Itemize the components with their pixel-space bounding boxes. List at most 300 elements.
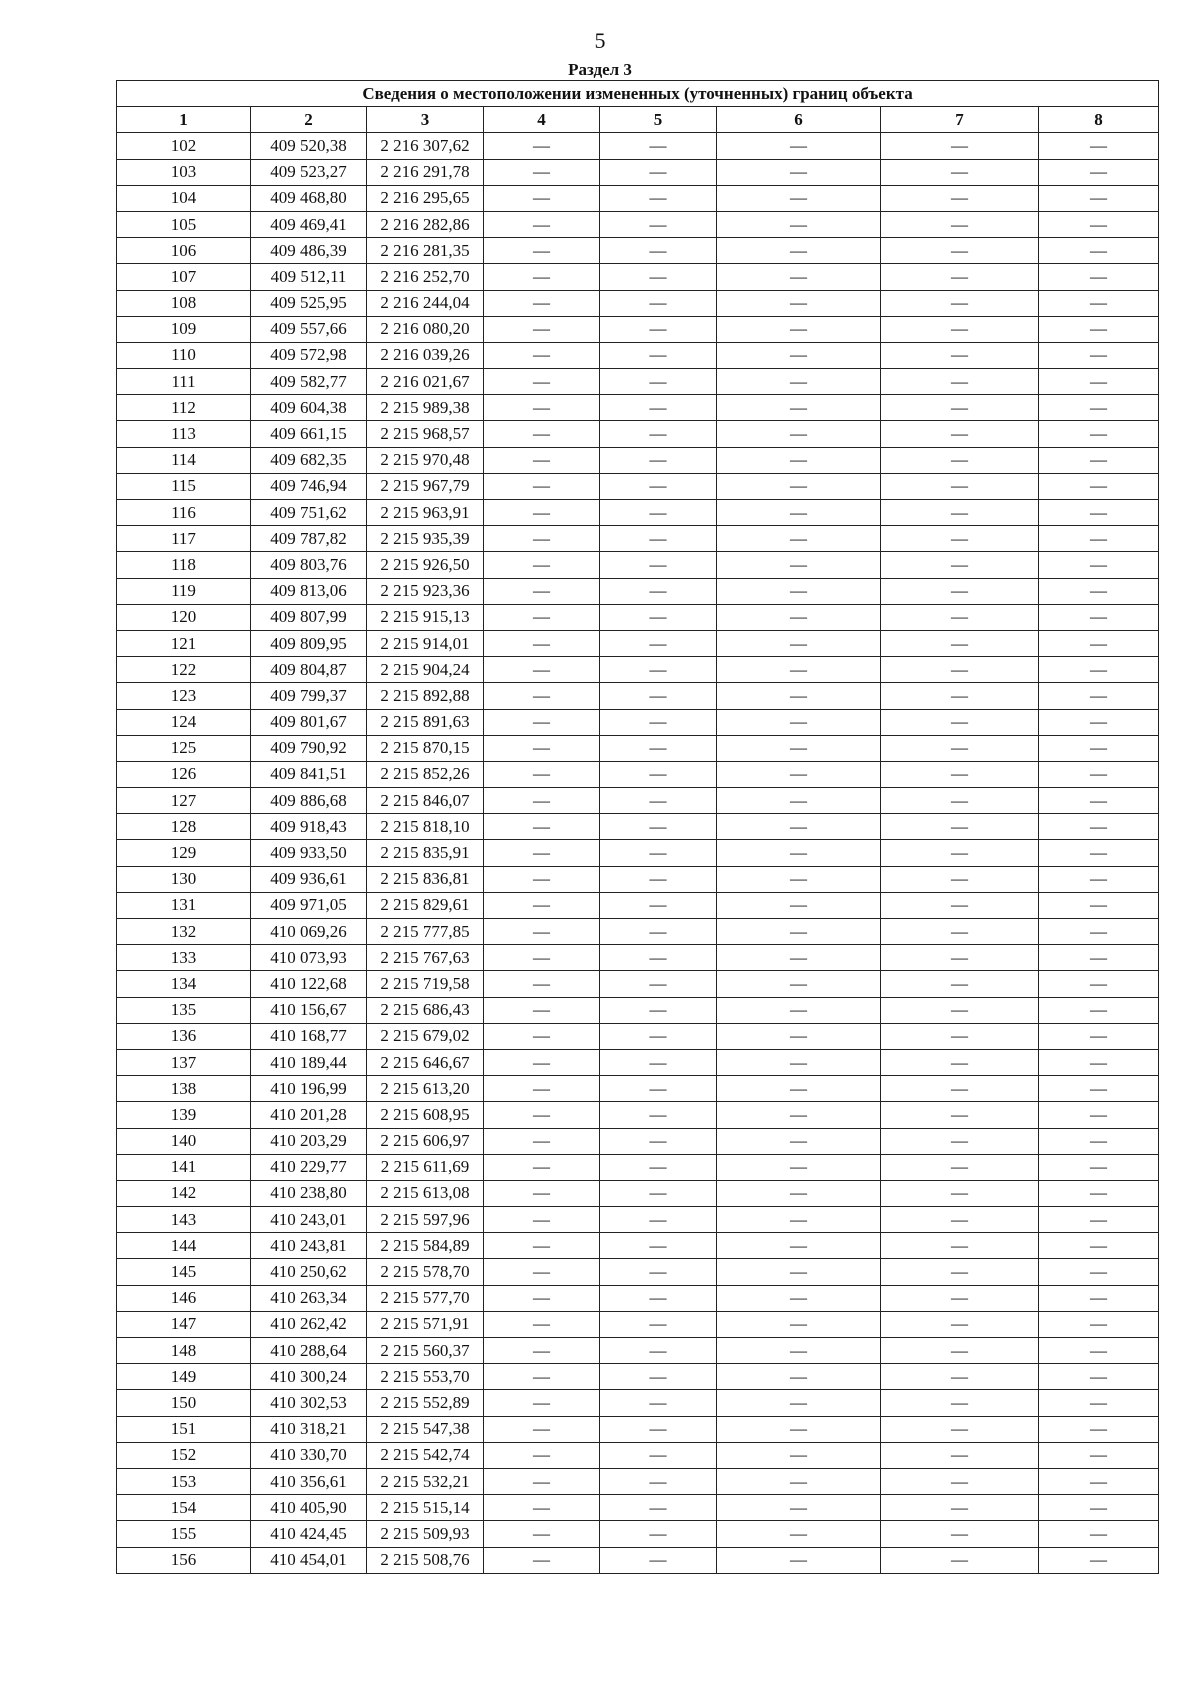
- coordinate-x-cell: 410 156,67: [251, 997, 367, 1023]
- dash-cell: —: [484, 578, 600, 604]
- dash-cell: —: [717, 840, 881, 866]
- coordinate-x-cell: 410 243,01: [251, 1207, 367, 1233]
- dash-cell: —: [600, 657, 717, 683]
- dash-cell: —: [1039, 657, 1159, 683]
- table-row: [117, 1495, 1159, 1521]
- coordinate-x-cell: 409 557,66: [251, 316, 367, 342]
- dash-cell: —: [717, 1338, 881, 1364]
- dash-cell: —: [484, 604, 600, 630]
- dash-cell: —: [881, 997, 1039, 1023]
- dash-cell: —: [600, 1023, 717, 1049]
- coordinate-x-cell: 410 189,44: [251, 1049, 367, 1075]
- point-number-cell: 134: [117, 971, 251, 997]
- table-row: [117, 447, 1159, 473]
- coordinate-y-cell: 2 215 509,93: [367, 1521, 484, 1547]
- dash-cell: —: [1039, 395, 1159, 421]
- column-header: 4: [484, 107, 600, 133]
- coordinate-y-cell: 2 215 613,20: [367, 1076, 484, 1102]
- dash-cell: —: [600, 945, 717, 971]
- coordinate-y-cell: 2 216 039,26: [367, 342, 484, 368]
- table-row: [117, 709, 1159, 735]
- coordinate-x-cell: 409 582,77: [251, 369, 367, 395]
- coordinate-x-cell: 410 300,24: [251, 1364, 367, 1390]
- coordinate-x-cell: 410 330,70: [251, 1442, 367, 1468]
- dash-cell: —: [484, 1154, 600, 1180]
- dash-cell: —: [600, 1285, 717, 1311]
- dash-cell: —: [717, 1049, 881, 1075]
- point-number-cell: 123: [117, 683, 251, 709]
- dash-cell: —: [1039, 264, 1159, 290]
- coordinate-y-cell: 2 215 508,76: [367, 1547, 484, 1573]
- dash-cell: —: [600, 630, 717, 656]
- dash-cell: —: [1039, 133, 1159, 159]
- coordinate-x-cell: 409 801,67: [251, 709, 367, 735]
- dash-cell: —: [717, 1364, 881, 1390]
- coordinate-y-cell: 2 215 606,97: [367, 1128, 484, 1154]
- coordinate-y-cell: 2 215 767,63: [367, 945, 484, 971]
- dash-cell: —: [484, 735, 600, 761]
- coordinate-y-cell: 2 215 578,70: [367, 1259, 484, 1285]
- dash-cell: —: [1039, 1233, 1159, 1259]
- dash-cell: —: [717, 1495, 881, 1521]
- dash-cell: —: [717, 657, 881, 683]
- coordinate-x-cell: 410 356,61: [251, 1468, 367, 1494]
- dash-cell: —: [484, 1442, 600, 1468]
- dash-cell: —: [600, 814, 717, 840]
- dash-cell: —: [484, 159, 600, 185]
- dash-cell: —: [881, 369, 1039, 395]
- dash-cell: —: [1039, 290, 1159, 316]
- dash-cell: —: [717, 866, 881, 892]
- coordinate-y-cell: 2 215 846,07: [367, 788, 484, 814]
- dash-cell: —: [717, 919, 881, 945]
- point-number-cell: 121: [117, 630, 251, 656]
- coordinate-x-cell: 409 933,50: [251, 840, 367, 866]
- dash-cell: —: [1039, 892, 1159, 918]
- dash-cell: —: [881, 1259, 1039, 1285]
- table-row: [117, 1128, 1159, 1154]
- coordinate-x-cell: 410 073,93: [251, 945, 367, 971]
- coordinate-y-cell: 2 215 552,89: [367, 1390, 484, 1416]
- dash-cell: —: [881, 1468, 1039, 1494]
- dash-cell: —: [1039, 761, 1159, 787]
- point-number-cell: 127: [117, 788, 251, 814]
- coordinate-y-cell: 2 216 291,78: [367, 159, 484, 185]
- point-number-cell: 141: [117, 1154, 251, 1180]
- table-row: [117, 1023, 1159, 1049]
- column-header: 1: [117, 107, 251, 133]
- dash-cell: —: [881, 133, 1039, 159]
- point-number-cell: 103: [117, 159, 251, 185]
- point-number-cell: 151: [117, 1416, 251, 1442]
- dash-cell: —: [1039, 1285, 1159, 1311]
- dash-cell: —: [600, 395, 717, 421]
- dash-cell: —: [1039, 1338, 1159, 1364]
- dash-cell: —: [717, 342, 881, 368]
- dash-cell: —: [881, 342, 1039, 368]
- dash-cell: —: [881, 395, 1039, 421]
- point-number-cell: 113: [117, 421, 251, 447]
- table-row: [117, 1364, 1159, 1390]
- coordinate-y-cell: 2 215 870,15: [367, 735, 484, 761]
- point-number-cell: 143: [117, 1207, 251, 1233]
- dash-cell: —: [881, 788, 1039, 814]
- coordinate-y-cell: 2 215 577,70: [367, 1285, 484, 1311]
- dash-cell: —: [717, 185, 881, 211]
- dash-cell: —: [600, 604, 717, 630]
- point-number-cell: 146: [117, 1285, 251, 1311]
- point-number-cell: 125: [117, 735, 251, 761]
- coordinate-x-cell: 409 512,11: [251, 264, 367, 290]
- header-row: [117, 107, 1159, 133]
- dash-cell: —: [600, 238, 717, 264]
- point-number-cell: 130: [117, 866, 251, 892]
- dash-cell: —: [484, 290, 600, 316]
- coordinate-x-cell: 410 243,81: [251, 1233, 367, 1259]
- dash-cell: —: [1039, 709, 1159, 735]
- dash-cell: —: [600, 211, 717, 237]
- table-row: [117, 264, 1159, 290]
- dash-cell: —: [600, 1102, 717, 1128]
- dash-cell: —: [1039, 369, 1159, 395]
- table-row: [117, 1259, 1159, 1285]
- coordinate-y-cell: 2 216 080,20: [367, 316, 484, 342]
- point-number-cell: 144: [117, 1233, 251, 1259]
- dash-cell: —: [881, 552, 1039, 578]
- coordinate-x-cell: 410 318,21: [251, 1416, 367, 1442]
- dash-cell: —: [881, 1311, 1039, 1337]
- dash-cell: —: [717, 264, 881, 290]
- point-number-cell: 107: [117, 264, 251, 290]
- dash-cell: —: [717, 814, 881, 840]
- coordinate-x-cell: 410 168,77: [251, 1023, 367, 1049]
- dash-cell: —: [1039, 473, 1159, 499]
- table-row: [117, 395, 1159, 421]
- point-number-cell: 139: [117, 1102, 251, 1128]
- table-row: [117, 735, 1159, 761]
- column-header: 8: [1039, 107, 1159, 133]
- dash-cell: —: [1039, 604, 1159, 630]
- dash-cell: —: [484, 552, 600, 578]
- dash-cell: —: [1039, 238, 1159, 264]
- table-row: [117, 1311, 1159, 1337]
- dash-cell: —: [717, 1442, 881, 1468]
- dash-cell: —: [484, 788, 600, 814]
- dash-cell: —: [881, 971, 1039, 997]
- table-row: [117, 369, 1159, 395]
- point-number-cell: 116: [117, 500, 251, 526]
- dash-cell: —: [600, 919, 717, 945]
- dash-cell: —: [484, 971, 600, 997]
- point-number-cell: 110: [117, 342, 251, 368]
- dash-cell: —: [881, 735, 1039, 761]
- dash-cell: —: [881, 866, 1039, 892]
- table-row: [117, 159, 1159, 185]
- coordinate-y-cell: 2 215 608,95: [367, 1102, 484, 1128]
- coordinate-x-cell: 410 069,26: [251, 919, 367, 945]
- table-row: [117, 578, 1159, 604]
- dash-cell: —: [1039, 1154, 1159, 1180]
- dash-cell: —: [1039, 500, 1159, 526]
- dash-cell: —: [717, 1128, 881, 1154]
- coordinate-y-cell: 2 215 891,63: [367, 709, 484, 735]
- point-number-cell: 102: [117, 133, 251, 159]
- dash-cell: —: [717, 1259, 881, 1285]
- table-row: [117, 526, 1159, 552]
- dash-cell: —: [717, 526, 881, 552]
- coordinate-y-cell: 2 215 852,26: [367, 761, 484, 787]
- coordinate-x-cell: 410 229,77: [251, 1154, 367, 1180]
- table-row: [117, 919, 1159, 945]
- coordinate-y-cell: 2 215 835,91: [367, 840, 484, 866]
- dash-cell: —: [600, 1495, 717, 1521]
- dash-cell: —: [717, 316, 881, 342]
- dash-cell: —: [717, 1102, 881, 1128]
- dash-cell: —: [1039, 735, 1159, 761]
- coordinate-x-cell: 409 936,61: [251, 866, 367, 892]
- point-number-cell: 138: [117, 1076, 251, 1102]
- dash-cell: —: [881, 1416, 1039, 1442]
- dash-cell: —: [484, 1495, 600, 1521]
- dash-cell: —: [881, 1338, 1039, 1364]
- point-number-cell: 135: [117, 997, 251, 1023]
- coordinate-y-cell: 2 215 515,14: [367, 1495, 484, 1521]
- coordinate-x-cell: 409 886,68: [251, 788, 367, 814]
- point-number-cell: 131: [117, 892, 251, 918]
- dash-cell: —: [600, 1207, 717, 1233]
- coordinate-x-cell: 409 751,62: [251, 500, 367, 526]
- dash-cell: —: [881, 526, 1039, 552]
- dash-cell: —: [1039, 316, 1159, 342]
- dash-cell: —: [600, 683, 717, 709]
- dash-cell: —: [881, 945, 1039, 971]
- dash-cell: —: [881, 578, 1039, 604]
- column-header: 5: [600, 107, 717, 133]
- table-row: [117, 761, 1159, 787]
- dash-cell: —: [881, 1180, 1039, 1206]
- dash-cell: —: [600, 1180, 717, 1206]
- coordinate-x-cell: 409 971,05: [251, 892, 367, 918]
- section-title: Раздел 3: [568, 60, 632, 79]
- dash-cell: —: [1039, 919, 1159, 945]
- dash-cell: —: [717, 788, 881, 814]
- dash-cell: —: [717, 630, 881, 656]
- table-row: [117, 473, 1159, 499]
- coordinate-y-cell: 2 216 307,62: [367, 133, 484, 159]
- dash-cell: —: [600, 316, 717, 342]
- dash-cell: —: [881, 604, 1039, 630]
- table-row: [117, 500, 1159, 526]
- table-row: [117, 945, 1159, 971]
- dash-cell: —: [600, 369, 717, 395]
- point-number-cell: 148: [117, 1338, 251, 1364]
- dash-cell: —: [484, 683, 600, 709]
- dash-cell: —: [1039, 1442, 1159, 1468]
- dash-cell: —: [717, 290, 881, 316]
- dash-cell: —: [881, 1285, 1039, 1311]
- dash-cell: —: [1039, 342, 1159, 368]
- dash-cell: —: [717, 1285, 881, 1311]
- coordinate-x-cell: 410 263,34: [251, 1285, 367, 1311]
- point-number-cell: 114: [117, 447, 251, 473]
- dash-cell: —: [717, 604, 881, 630]
- coordinate-x-cell: 410 238,80: [251, 1180, 367, 1206]
- point-number-cell: 145: [117, 1259, 251, 1285]
- point-number-cell: 147: [117, 1311, 251, 1337]
- coordinate-x-cell: 409 682,35: [251, 447, 367, 473]
- dash-cell: —: [1039, 997, 1159, 1023]
- table-row: [117, 1285, 1159, 1311]
- coordinate-x-cell: 409 841,51: [251, 761, 367, 787]
- dash-cell: —: [600, 1128, 717, 1154]
- dash-cell: —: [600, 264, 717, 290]
- dash-cell: —: [717, 1547, 881, 1573]
- dash-cell: —: [484, 1128, 600, 1154]
- coordinate-y-cell: 2 215 553,70: [367, 1364, 484, 1390]
- dash-cell: —: [600, 1233, 717, 1259]
- dash-cell: —: [1039, 1390, 1159, 1416]
- coordinate-y-cell: 2 215 719,58: [367, 971, 484, 997]
- coordinate-y-cell: 2 215 968,57: [367, 421, 484, 447]
- dash-cell: —: [600, 133, 717, 159]
- point-number-cell: 153: [117, 1468, 251, 1494]
- table-row: [117, 211, 1159, 237]
- coordinate-y-cell: 2 215 915,13: [367, 604, 484, 630]
- table-row: [117, 866, 1159, 892]
- dash-cell: —: [881, 1547, 1039, 1573]
- table-row: [117, 185, 1159, 211]
- coordinate-x-cell: 410 262,42: [251, 1311, 367, 1337]
- coordinate-y-cell: 2 215 597,96: [367, 1207, 484, 1233]
- dash-cell: —: [484, 447, 600, 473]
- coordinate-y-cell: 2 215 542,74: [367, 1442, 484, 1468]
- dash-cell: —: [600, 578, 717, 604]
- dash-cell: —: [717, 1207, 881, 1233]
- dash-cell: —: [881, 709, 1039, 735]
- dash-cell: —: [1039, 1259, 1159, 1285]
- dash-cell: —: [881, 1521, 1039, 1547]
- table-row: [117, 1102, 1159, 1128]
- dash-cell: —: [484, 500, 600, 526]
- dash-cell: —: [717, 761, 881, 787]
- dash-cell: —: [717, 1023, 881, 1049]
- dash-cell: —: [484, 997, 600, 1023]
- coordinate-y-cell: 2 215 829,61: [367, 892, 484, 918]
- dash-cell: —: [484, 945, 600, 971]
- dash-cell: —: [484, 709, 600, 735]
- coordinate-x-cell: 409 523,27: [251, 159, 367, 185]
- point-number-cell: 126: [117, 761, 251, 787]
- coordinate-y-cell: 2 215 923,36: [367, 578, 484, 604]
- point-number-cell: 124: [117, 709, 251, 735]
- coordinate-y-cell: 2 215 914,01: [367, 630, 484, 656]
- dash-cell: —: [881, 1233, 1039, 1259]
- coordinate-x-cell: 409 746,94: [251, 473, 367, 499]
- dash-cell: —: [600, 1390, 717, 1416]
- table-row: [117, 840, 1159, 866]
- dash-cell: —: [1039, 1311, 1159, 1337]
- coordinate-y-cell: 2 215 967,79: [367, 473, 484, 499]
- coordinates-table: [116, 80, 1159, 1574]
- table-row: [117, 342, 1159, 368]
- coordinate-y-cell: 2 215 547,38: [367, 1416, 484, 1442]
- dash-cell: —: [484, 1416, 600, 1442]
- point-number-cell: 150: [117, 1390, 251, 1416]
- table-row: [117, 892, 1159, 918]
- dash-cell: —: [600, 709, 717, 735]
- dash-cell: —: [717, 1233, 881, 1259]
- dash-cell: —: [1039, 1102, 1159, 1128]
- dash-cell: —: [881, 1049, 1039, 1075]
- dash-cell: —: [600, 840, 717, 866]
- dash-cell: —: [600, 1311, 717, 1337]
- dash-cell: —: [600, 1468, 717, 1494]
- dash-cell: —: [1039, 788, 1159, 814]
- dash-cell: —: [717, 709, 881, 735]
- dash-cell: —: [600, 1521, 717, 1547]
- dash-cell: —: [717, 447, 881, 473]
- dash-cell: —: [484, 1023, 600, 1049]
- point-number-cell: 133: [117, 945, 251, 971]
- dash-cell: —: [484, 1259, 600, 1285]
- point-number-cell: 142: [117, 1180, 251, 1206]
- dash-cell: —: [881, 500, 1039, 526]
- dash-cell: —: [484, 473, 600, 499]
- dash-cell: —: [717, 369, 881, 395]
- dash-cell: —: [881, 814, 1039, 840]
- coordinate-y-cell: 2 215 560,37: [367, 1338, 484, 1364]
- dash-cell: —: [484, 1547, 600, 1573]
- dash-cell: —: [484, 1390, 600, 1416]
- point-number-cell: 129: [117, 840, 251, 866]
- coordinate-x-cell: 409 809,95: [251, 630, 367, 656]
- point-number-cell: 118: [117, 552, 251, 578]
- table-row: [117, 657, 1159, 683]
- coordinate-y-cell: 2 216 244,04: [367, 290, 484, 316]
- dash-cell: —: [484, 238, 600, 264]
- dash-cell: —: [881, 1128, 1039, 1154]
- point-number-cell: 105: [117, 211, 251, 237]
- coordinate-y-cell: 2 215 686,43: [367, 997, 484, 1023]
- dash-cell: —: [1039, 578, 1159, 604]
- coordinate-y-cell: 2 215 970,48: [367, 447, 484, 473]
- table-row: [117, 552, 1159, 578]
- dash-cell: —: [717, 683, 881, 709]
- table-row: [117, 814, 1159, 840]
- dash-cell: —: [1039, 814, 1159, 840]
- point-number-cell: 154: [117, 1495, 251, 1521]
- dash-cell: —: [881, 1442, 1039, 1468]
- dash-cell: —: [881, 683, 1039, 709]
- table-row: [117, 630, 1159, 656]
- coordinate-y-cell: 2 215 836,81: [367, 866, 484, 892]
- dash-cell: —: [881, 919, 1039, 945]
- coordinate-y-cell: 2 215 777,85: [367, 919, 484, 945]
- table-row: [117, 997, 1159, 1023]
- point-number-cell: 128: [117, 814, 251, 840]
- table-row: [117, 1338, 1159, 1364]
- dash-cell: —: [1039, 552, 1159, 578]
- dash-cell: —: [881, 447, 1039, 473]
- dash-cell: —: [881, 1364, 1039, 1390]
- coordinate-y-cell: 2 215 989,38: [367, 395, 484, 421]
- page-number: 5: [594, 28, 606, 53]
- dash-cell: —: [600, 552, 717, 578]
- point-number-cell: 104: [117, 185, 251, 211]
- coordinate-x-cell: 410 201,28: [251, 1102, 367, 1128]
- table-row: [117, 1207, 1159, 1233]
- dash-cell: —: [484, 526, 600, 552]
